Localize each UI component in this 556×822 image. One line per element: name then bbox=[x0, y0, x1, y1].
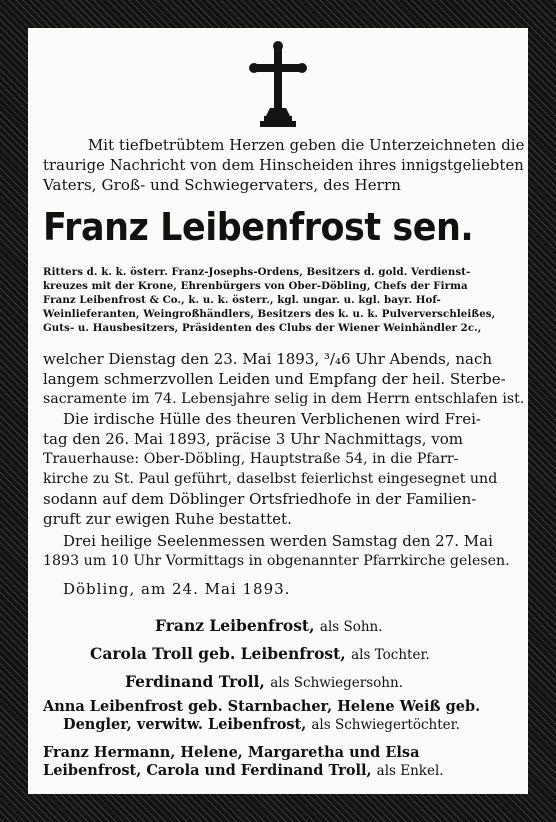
body-line: Die irdische Hülle des theuren Verblichenen wird Frei- bbox=[63, 410, 481, 428]
signature-son: Franz Leibenfrost, als Sohn. bbox=[155, 616, 383, 635]
intro-line: Mit tiefbetrübtem Herzen geben die Unterzeichneten die bbox=[88, 136, 525, 154]
body-line: sodann auf dem Döblinger Ortsfriedhofe in der Familien- bbox=[43, 490, 477, 508]
cross-icon bbox=[248, 40, 308, 132]
signature-grandchildren: Leibenfrost, Carola und Ferdinand Troll, als Enkel. bbox=[43, 762, 444, 779]
body-line: welcher Dienstag den 23. Mai 1893, ³/₄6 Uhr Abends, nach bbox=[43, 350, 493, 368]
body-line: gruft zur ewigen Ruhe bestattet. bbox=[43, 510, 292, 528]
honours-line: kreuzes mit der Krone, Ehrenbürgers von Ober-Döbling, Chefs der Firma bbox=[43, 280, 468, 292]
body-line: 1893 um 10 Uhr Vormittags in obgenannter Pfarrkirche gelesen. bbox=[43, 553, 510, 569]
honours-line: Guts- u. Hausbesitzers, Präsidenten des Clubs der Wiener Weinhändler 2c., bbox=[43, 322, 482, 334]
intro-line: traurige Nachricht von dem Hinscheiden ihres innigstgeliebten bbox=[43, 156, 524, 174]
signature-daughters-in-law: Anna Leibenfrost geb. Starnbacher, Helene Weiß geb. bbox=[43, 698, 481, 715]
signature-daughters-in-law: Dengler, verwitw. Leibenfrost, als Schwiegertöchter. bbox=[63, 716, 460, 733]
intro-line: Vaters, Groß- und Schwiegervaters, des Herrn bbox=[43, 176, 401, 194]
body-line: Drei heilige Seelenmessen werden Samstag den 27. Mai bbox=[63, 532, 493, 550]
body-line: langem schmerzvollen Leiden und Empfang der heil. Sterbe- bbox=[43, 370, 506, 388]
signature-son-in-law: Ferdinand Troll, als Schwiegersohn. bbox=[125, 672, 403, 691]
body-line: Trauerhause: Ober-Döbling, Hauptstraße 54, in die Pfarr- bbox=[43, 451, 459, 467]
signature-daughter: Carola Troll geb. Leibenfrost, als Tochter. bbox=[90, 644, 430, 663]
signature-grandchildren: Franz Hermann, Helene, Margaretha und Elsa bbox=[43, 744, 420, 761]
place-date: Döbling, am 24. Mai 1893. bbox=[63, 580, 291, 598]
honours-line: Weinlieferanten, Weingroßhändlers, Besitzers des k. u. k. Pulververschleißes, bbox=[43, 308, 496, 320]
honours-line: Franz Leibenfrost & Co., k. u. k. österr., kgl. ungar. u. kgl. bayr. Hof- bbox=[43, 294, 441, 306]
deceased-name: Franz Leibenfrost sen. bbox=[43, 205, 474, 249]
body-line: tag den 26. Mai 1893, präcise 3 Uhr Nachmittags, vom bbox=[43, 430, 463, 448]
body-line: sacramente im 74. Lebensjahre selig in dem Herrn entschlafen ist. bbox=[43, 391, 525, 407]
body-line: kirche zu St. Paul geführt, daselbst feierlichst eingesegnet und bbox=[43, 471, 498, 487]
honours-line: Ritters d. k. k. österr. Franz-Josephs-Ordens, Besitzers d. gold. Verdienst- bbox=[43, 266, 471, 278]
